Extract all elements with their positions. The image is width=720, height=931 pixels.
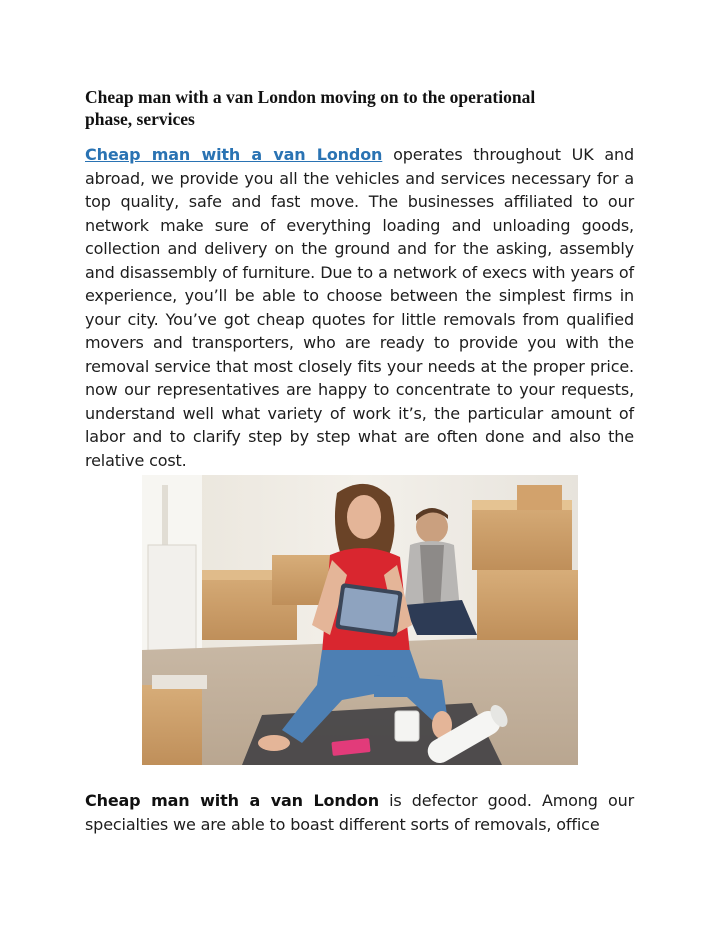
document-title: Cheap man with a van London moving on to the operational phase, services	[85, 87, 536, 129]
paragraph-specialties-text: is defector good. Among our specialties we are able to boast different sorts of removals, office	[85, 791, 634, 834]
paragraph-intro	[85, 143, 634, 472]
cheap-man-with-a-van-link[interactable]: Cheap man with a van London	[85, 145, 383, 164]
moving-couple-photo	[142, 475, 578, 765]
paragraph-intro-text: operates throughout UK and abroad, we provide you all the vehicles and services necessary for a top quality, safe and fast move. The businesses affiliated to our network make sure of everything loading and unloading goods, collection and delivery on the ground and for the asking, assembly and disassembly of furniture. Due to a network of execs with years of experience, you’ll be able to choose between the simplest firms in your city. You’ve got cheap quotes for little removals from qualified movers and transporters, who are ready to provide you with the removal service that most closely fits your needs at the proper price. now our representatives are happy to concentrate to your requests, understand well what variety of work it’s, the particular amount of labor and to clarify step by step what are often done and also the relative cost.	[85, 145, 635, 470]
cheap-man-with-a-van-bold: Cheap man with a van London	[85, 791, 379, 810]
paragraph-specialties	[85, 789, 634, 836]
